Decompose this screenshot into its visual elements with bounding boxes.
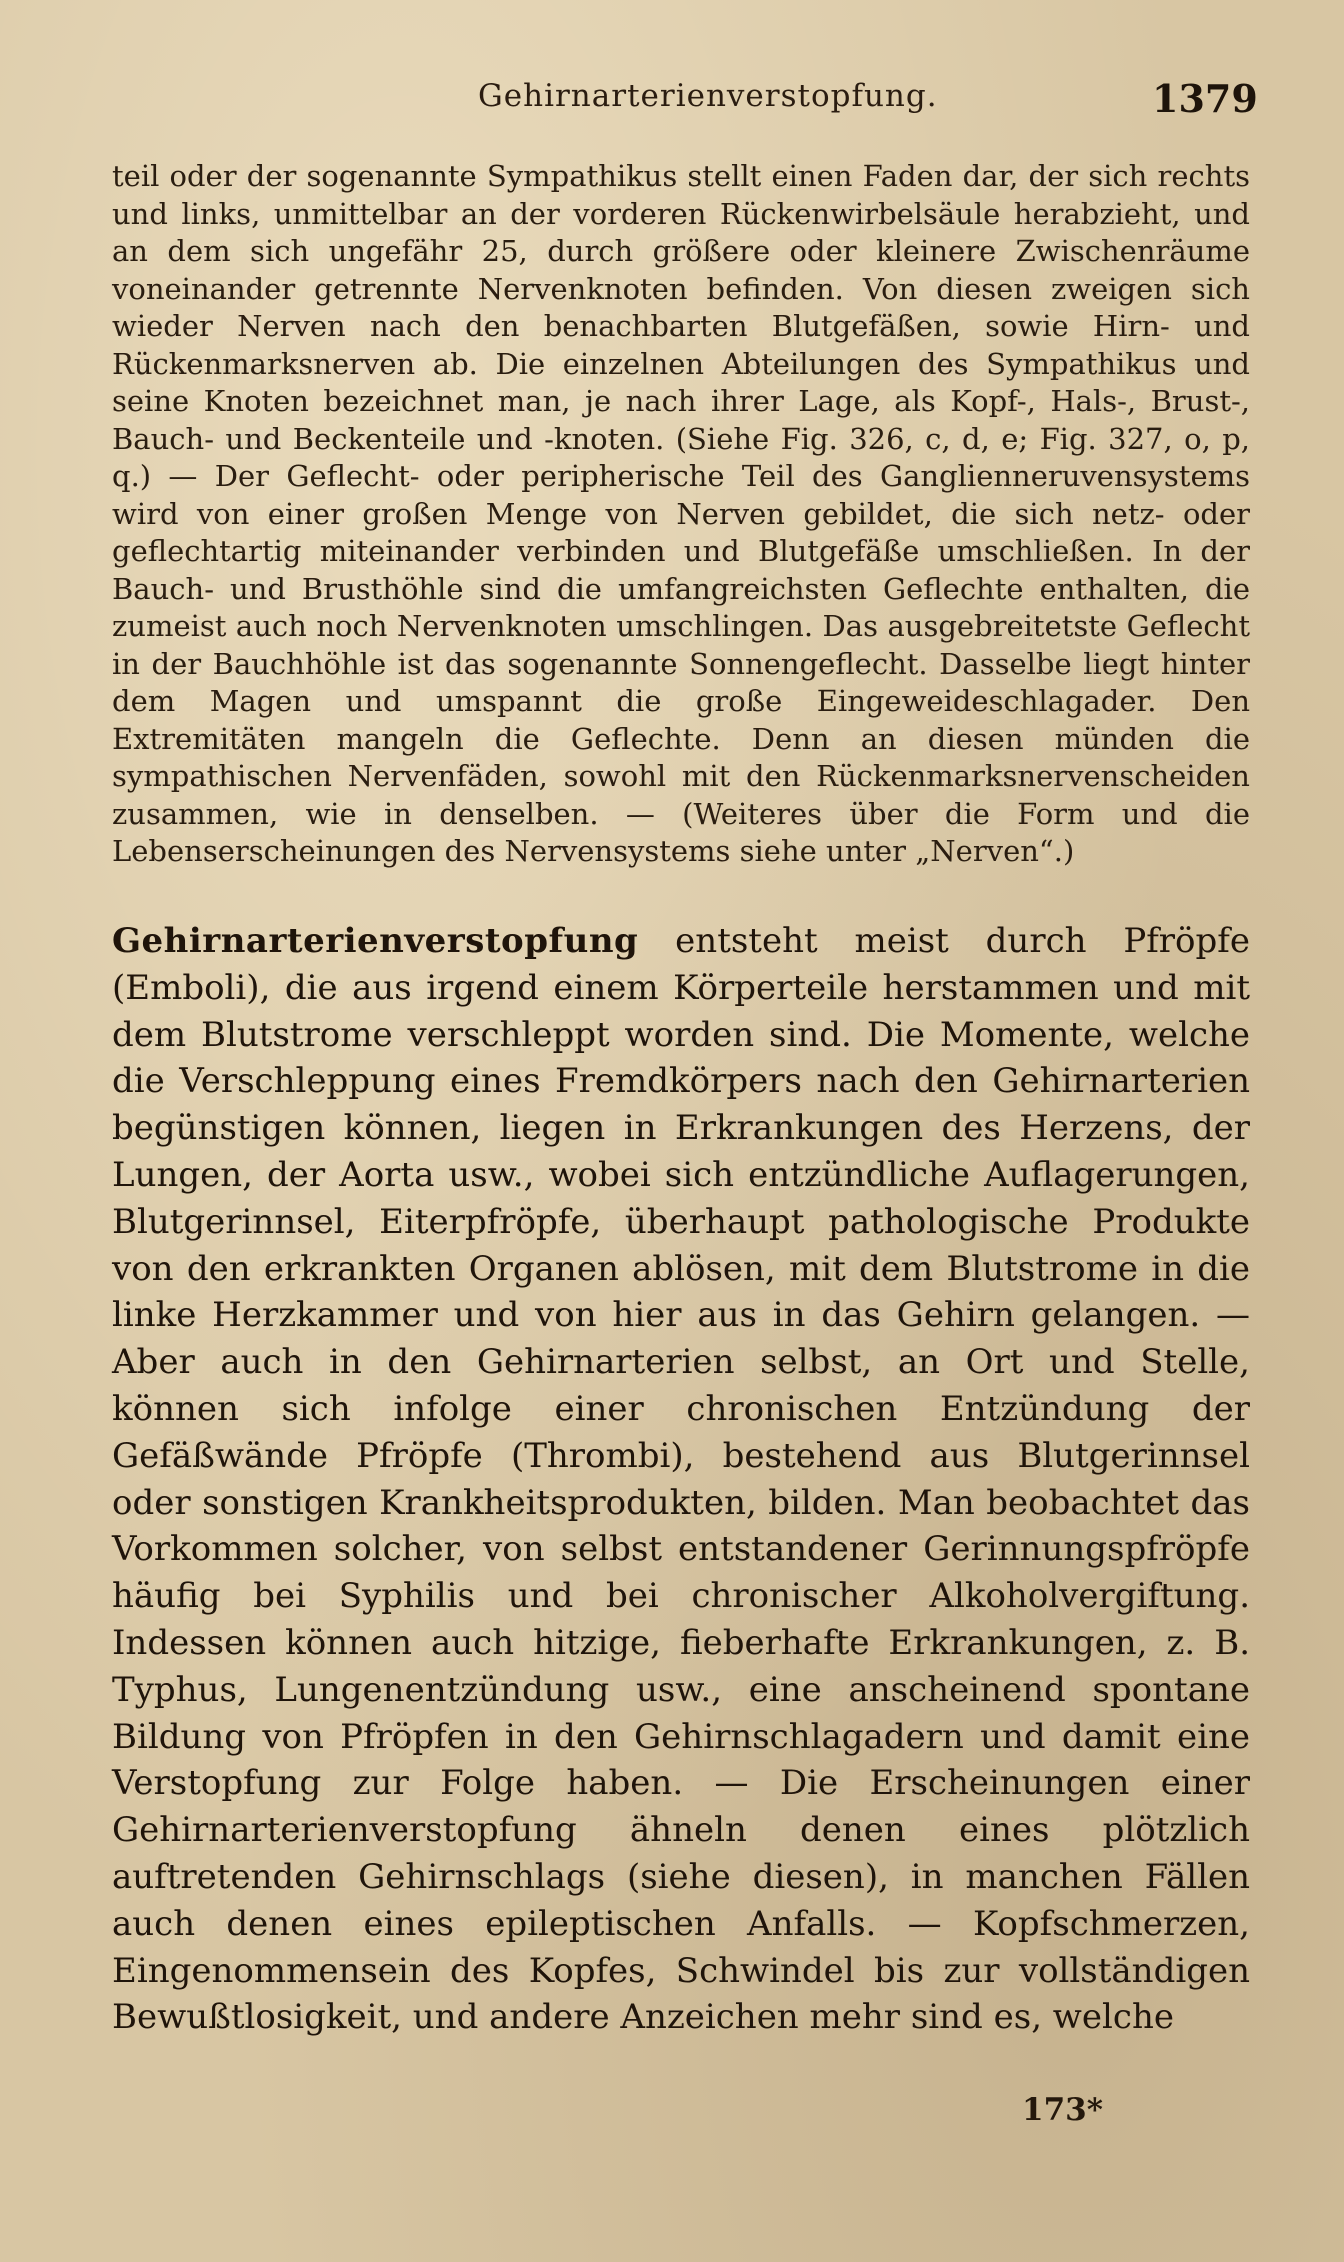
running-head: Gehirnarterienverstopfung. (478, 78, 938, 114)
signature-mark: 173* (1022, 2092, 1103, 2128)
entry-paragraph (112, 918, 1250, 2041)
entry-text: entsteht meist durch Pfröpfe (Emboli), die aus irgend einem Körperteile herstammen und mit dem Blutstrome verschleppt worden sind. Die Momente, welche die Verschleppung eines Fremdkörpers nach den Gehirnarterien begünstigen können, liegen in Erkrankungen des Herzens, der Lungen, der Aorta usw., wobei sich entzündliche Auflagerungen, Blutgerinnsel, Eiterpfröpfe, überhaupt pathologische Produkte von den erkrankten Organen ablösen, mit dem Blutstrome in die linke Herzkammer und von hier aus in das Gehirn gelangen. — Aber auch in den Gehirnarterien selbst, an Ort und Stelle, können sich infolge einer chronischen Entzündung der Gefäßwände Pfröpfe (Thrombi), bestehend aus Blutgerinnsel oder sonstigen Krankheitsprodukten, bilden. Man beobachtet das Vorkommen solcher, von selbst entstandener Gerinnungspfröpfe häufig bei Syphilis und bei chronischer Alkoholvergiftung. Indessen können auch hitzige, fieberhafte Erkrankungen, z. B. Typhus, Lungenentzündung usw., eine anscheinend spontane Bildung von Pfröpfen in den Gehirnschlagadern und damit eine Verstopfung zur Folge haben. — Die Erscheinungen einer Gehirnarterienverstopfung ähneln denen eines plötzlich auftretenden Gehirnschlags (siehe diesen), in manchen Fällen auch denen eines epileptischen Anfalls. — Kopfschmerzen, Eingenommensein des Kopfes, Schwindel bis zur vollständigen Bewußtlosigkeit, und andere Anzeichen mehr sind es, welche (112, 921, 1250, 2038)
page-number: 1379 (1152, 76, 1258, 121)
continued-paragraph: teil oder der sogenannte Sympathikus stellt einen Faden dar, der sich rechts und links, unmittelbar an der vorderen Rückenwirbelsäule herabzieht, und an dem sich ungefähr 25, durch größere oder kleinere Zwischenräume voneinander getrennte Nervenknoten befinden. Von diesen zweigen sich wieder Nerven nach den benachbarten Blutgefäßen, sowie Hirn- und Rückenmarksnerven ab. Die einzelnen Abteilungen des Sympathikus und seine Knoten bezeichnet man, je nach ihrer Lage, als Kopf-, Hals-, Brust-, Bauch- und Beckenteile und -knoten. (Siehe Fig. 326, c, d, e; Fig. 327, o, p, q.) — Der Geflecht- oder peripherische Teil des Ganglienneruvensystems wird von einer großen Menge von Nerven gebildet, die sich netz- oder geflechtartig miteinander verbinden und Blutgefäße umschließen. In der Bauch- und Brusthöhle sind die umfangreichsten Geflechte enthalten, die zumeist auch noch Nervenknoten umschlingen. Das ausgebreitetste Geflecht in der Bauchhöhle ist das sogenannte Sonnengeflecht. Dasselbe liegt hinter dem Magen und umspannt die große Eingeweideschlagader. Den Extremitäten mangeln die Geflechte. Denn an diesen münden die sympathischen Nervenfäden, sowohl mit den Rückenmarksnervenscheiden zusammen, wie in denselben. — (Weiteres über die Form und die Lebenserscheinungen des Nervensystems siehe unter „Nerven“.) (112, 159, 1250, 868)
entry-headword: Gehirnarterienverstopfung (112, 921, 639, 961)
